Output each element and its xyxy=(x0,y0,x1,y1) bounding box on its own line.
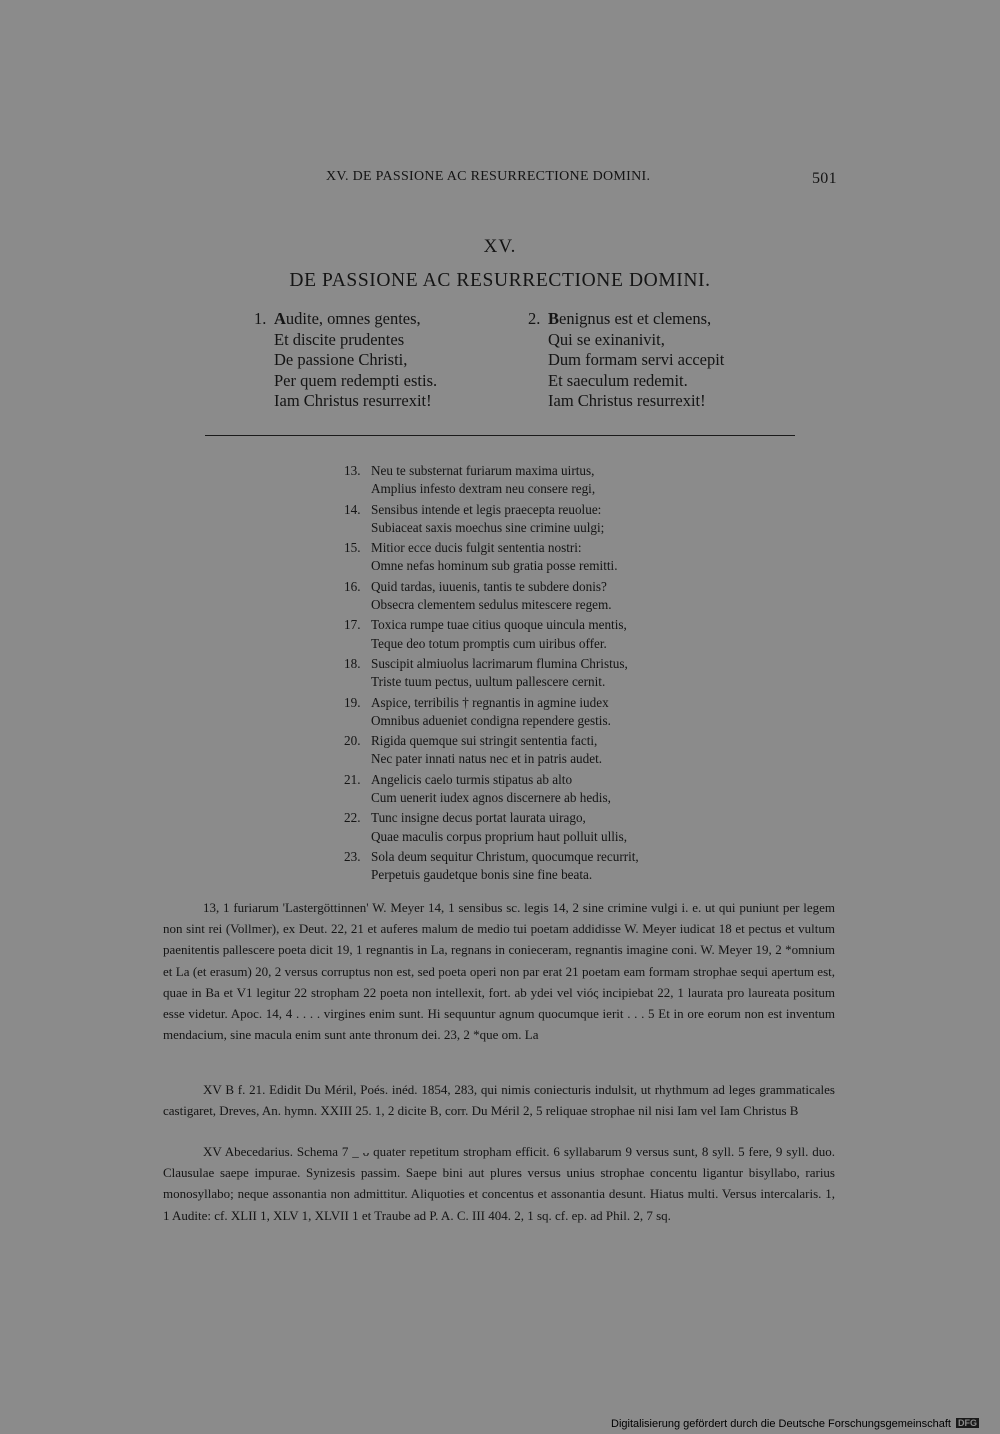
source-notes-text: XV B f. 21. Edidit Du Méril, Poés. inéd. 1854, 283, qui nimis coniecturis indulsit, ut rhythmum ad leges grammaticales castigaret, Dreves, An. hymn. XXIII 25. 1, 2 dicite B, corr. Du Méril 2, 5 reliquae strophae nil nisi Iam vel Iam Christus B xyxy=(163,1082,835,1119)
verse-line: Aspice, terribilis † regnantis in agmine iudex xyxy=(371,694,609,710)
verse-line: Angelicis caelo turmis stipatus ab alto xyxy=(371,771,573,787)
dfg-logo: DFG xyxy=(958,1418,978,1428)
footer-text: Digitalisierung gefördert durch die Deutsche Forschungsgemeinschaft xyxy=(611,1418,951,1430)
running-title: XV. DE PASSIONE AC RESURRECTIONE DOMINI. xyxy=(326,169,651,184)
verse-number: 15. xyxy=(344,540,361,556)
stanza-line-text: De passione Christi, xyxy=(274,350,408,370)
verse-line: Quid tardas, iuuenis, tantis te subdere donis? xyxy=(371,578,607,594)
stanza-1 xyxy=(254,309,437,412)
couplet xyxy=(344,501,639,540)
stanza-line-text: enignus est et clemens, xyxy=(559,309,712,328)
couplet xyxy=(344,616,639,655)
couplet xyxy=(344,539,639,578)
verse-number: 14. xyxy=(344,501,361,517)
verse-line: Neu te substernat furiarum maxima uirtus, xyxy=(371,463,595,478)
verse-line: Mitior ecce ducis fulgit sententia nostri: xyxy=(371,540,582,556)
initial-letter: B xyxy=(548,309,560,328)
couplet xyxy=(344,694,639,733)
source-notes xyxy=(163,1079,835,1121)
verse-line: Nec pater innati natus nec et in patris audet. xyxy=(371,751,603,767)
stanza-number: 2. xyxy=(528,309,541,328)
verse-line: Triste tuum pectus, uultum pallescere cernit. xyxy=(371,674,606,690)
page-number: 501 xyxy=(812,170,837,187)
verse-line: Cum uenerit iudex agnos discernere ab hedis, xyxy=(371,790,611,806)
stanza-line xyxy=(528,309,724,330)
digitization-footer xyxy=(611,1418,979,1430)
metrics-notes xyxy=(163,1141,835,1226)
initial-letter: A xyxy=(274,309,286,328)
verse-number: 21. xyxy=(344,771,361,787)
stanza-line xyxy=(254,330,437,351)
stanza-line-text: Dum formam servi accepit xyxy=(548,350,725,370)
verse-line: Amplius infesto dextram neu consere regi, xyxy=(371,481,596,497)
stanza-number: 1. xyxy=(254,309,267,328)
verse-number: 19. xyxy=(344,694,361,710)
stanza-line-text: Iam Christus resurrexit! xyxy=(548,391,706,411)
verse-line: Sola deum sequitur Christum, quocumque recurrit, xyxy=(371,848,639,864)
metrics-notes-text: XV Abecedarius. Schema 7 _ ᴗ quater repetitum stropham efficit. 6 syllabarum 9 versus sunt, 8 syll. 5 fere, 9 syll. duo. Clausulae saepe impurae. Synizesis passim. Saepe bini aut plures versus unius strophae concentu ligantur bisyllabo, rarius monosyllabo; neque assonantia non admittitur. Aliquoties et concentus et assonantia desunt. Hiatus multi. Versus intercalaris. 1, 1 Audite: cf. XLII 1, XLV 1, XLVII 1 et Traube ad P. A. C. III 404. 2, 1 sq. cf. ep. ad Phil. 2, 7 sq. xyxy=(163,1144,835,1223)
stanza-line xyxy=(528,371,724,392)
couplet xyxy=(344,655,639,694)
verse-number: 18. xyxy=(344,655,361,671)
hymn-number: XV. xyxy=(483,236,517,257)
verse-number: 13. xyxy=(344,463,361,478)
verse-number: 20. xyxy=(344,733,361,749)
verse-line: Obsecra clementem sedulus mitescere regem. xyxy=(371,597,612,613)
hymn-title: DE PASSIONE AC RESURRECTIONE DOMINI. xyxy=(289,270,711,291)
couplet xyxy=(344,771,639,810)
verse-number: 17. xyxy=(344,617,361,633)
stanza-line xyxy=(528,350,724,371)
verse-number: 16. xyxy=(344,578,361,594)
stanza-line xyxy=(254,391,437,412)
verse-line: Omnibus adueniet condigna rependere gestis. xyxy=(371,712,611,728)
couplet xyxy=(344,809,639,848)
verse-line: Perpetuis gaudetque bonis sine fine beata. xyxy=(371,867,593,883)
stanza-line-text: udite, omnes gentes, xyxy=(285,309,421,328)
couplet xyxy=(344,848,639,887)
verse-line: Rigida quemque sui stringit sententia facti, xyxy=(371,733,598,749)
verse-number: 23. xyxy=(344,848,361,864)
stanza-line-text: Iam Christus resurrexit! xyxy=(274,391,432,411)
verse-line: Sensibus intende et legis praecepta reuolue: xyxy=(371,501,602,517)
verse-line: Subiaceat saxis moechus sine crimine uulgi; xyxy=(371,519,605,535)
verse-line: Tunc insigne decus portat laurata uirago, xyxy=(371,810,586,826)
stanza-line xyxy=(528,330,724,351)
stanza-line xyxy=(254,371,437,392)
stanza-line-text: Et discite prudentes xyxy=(274,329,405,349)
stanza-line-text: Qui se exinanivit, xyxy=(548,329,665,349)
couplet xyxy=(344,462,639,501)
verse-line: Suscipit almiuolus lacrimarum flumina Christus, xyxy=(371,655,628,671)
stanza-line-text: Per quem redempti estis. xyxy=(274,370,438,390)
stanza-line-text: Et saeculum redemit. xyxy=(548,370,688,390)
stanza-2 xyxy=(528,309,724,412)
couplet xyxy=(344,732,639,771)
separator-rule xyxy=(205,435,795,436)
critical-apparatus xyxy=(163,897,835,1045)
couplet xyxy=(344,578,639,617)
verse-number: 22. xyxy=(344,810,361,826)
verse-line: Toxica rumpe tuae citius quoque uincula mentis, xyxy=(371,617,627,633)
stanza-line xyxy=(528,391,724,412)
stanza-line xyxy=(254,350,437,371)
verse-line: Quae maculis corpus proprium haut polluit ullis, xyxy=(371,828,628,844)
verse-line: Omne nefas hominum sub gratia posse remitti. xyxy=(371,558,618,574)
stanza-line xyxy=(254,309,437,330)
critical-notes-text: 13, 1 furiarum 'Lastergöttinnen' W. Meyer 14, 1 sensibus sc. legis 14, 2 sine crimine vulgi i. e. ut qui puniunt per legem non sint rei (Vollmer), ex Deut. 22, 21 et auferes malum de medio tui poetam addidisse W. Meyer iudicat 18 et pectus et vultum paenitentis pallescere poeta dicit 19, 1 regnantis in La, regnans in conieceram, regnantis imagine coni. W. Meyer 19, 2 *omnium et La (et erasum) 20, 2 versus corruptus non est, sed poeta operi non par erat 21 poetam eam formam strophae sequi apertum est, quae in Ba et V1 legitur 22 stropham 22 poeta non intellexit, fort. ab ydei vel vióς incipiebat 22, 1 laurata pro laureata positum esse videtur. Apoc. 14, 4 . . . . virgines enim sunt. Hi sequuntur agnum quocumque ierit . . . 5 Et in ore eorum non est inventum mendacium, sine macula enim sunt ante thronum dei. 23, 2 *que om. La xyxy=(163,900,835,1043)
poem-excerpt xyxy=(344,462,639,887)
verse-line: Teque deo totum promptis cum uiribus offer. xyxy=(371,635,607,651)
